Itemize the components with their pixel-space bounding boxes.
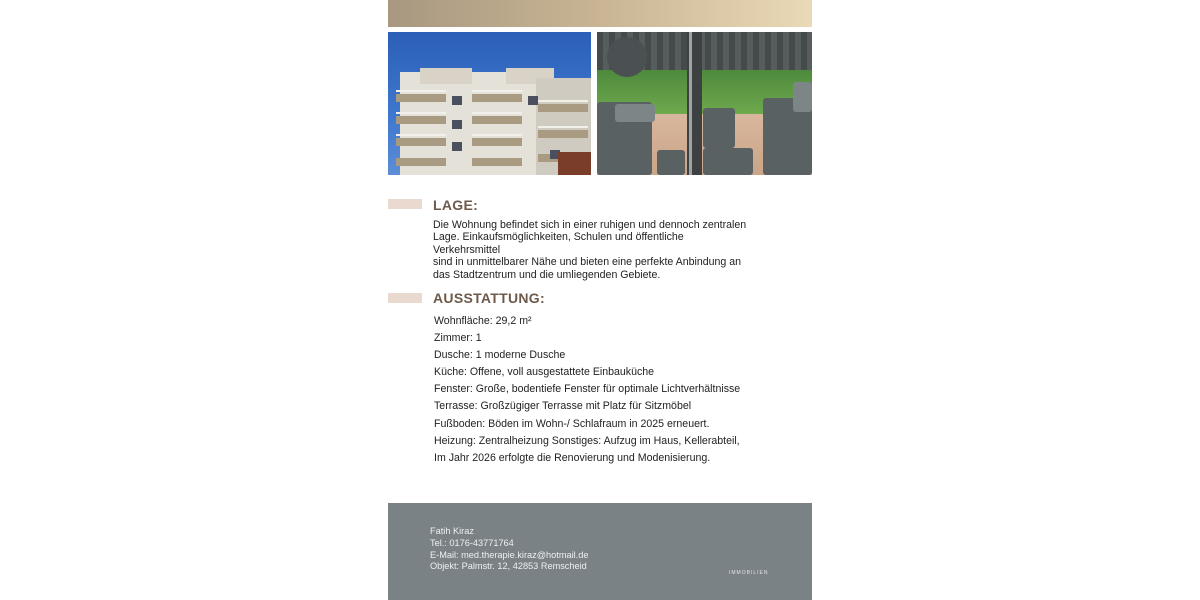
feature-item: Wohnfläche: 29,2 m² (434, 315, 532, 327)
expose-page (388, 0, 812, 600)
feature-item: Terrasse: Großzügiger Terrasse mit Platz für Sitzmöbel (434, 400, 692, 413)
contact-footer (388, 503, 812, 600)
feature-item: Zimmer: 1 (434, 332, 482, 345)
location-line: sind in unmittelbarer Nähe und bieten eine perfekte Anbindung an (433, 256, 742, 269)
header-photo-strip (388, 0, 812, 27)
section-heading-lage: LAGE: (433, 197, 479, 213)
location-description (433, 219, 753, 281)
section-heading-ausstattung: AUSSTATTUNG: (433, 290, 545, 306)
contact-email: E-Mail: med.therapie.kiraz@hotmail.de (430, 549, 589, 560)
feature-item: Heizung: Zentralheizung Sonstiges: Aufzug im Haus, Kellerabteil, (434, 434, 740, 447)
building-photo (388, 32, 591, 175)
feature-item: Fenster: Große, bodentiefe Fenster für optimale Lichtverhältnisse (434, 383, 741, 396)
section-marker-ausstattung (388, 293, 422, 303)
location-line: Lage. Einkaufsmöglichkeiten, Schulen und öffentliche Verkehrsmittel (433, 231, 684, 256)
contact-details (430, 526, 588, 573)
terrace-photo (597, 32, 812, 175)
feature-item: Fußboden: Böden im Wohn-/ Schlafraum in 2025 erneuert. (434, 417, 710, 430)
contact-name: Fatih Kiraz (430, 526, 474, 536)
brand-logo-text: IMMOBILIEN (729, 570, 769, 576)
property-address: Objekt: Palmstr. 12, 42853 Remscheid (430, 561, 587, 572)
features-list (434, 313, 774, 467)
feature-item: Dusche: 1 moderne Dusche (434, 349, 566, 362)
location-line: das Stadtzentrum und die umliegenden Gebiete. (433, 268, 661, 281)
contact-phone: Tel.: 0176-43771764 (430, 537, 514, 548)
section-marker-lage (388, 199, 422, 209)
feature-item: Küche: Offene, voll ausgestattete Einbauküche (434, 366, 655, 379)
location-line: Die Wohnung befindet sich in einer ruhigen und dennoch zentralen (433, 219, 747, 231)
feature-item: Im Jahr 2026 erfolgte die Renovierung und Modenisierung. (434, 451, 711, 464)
